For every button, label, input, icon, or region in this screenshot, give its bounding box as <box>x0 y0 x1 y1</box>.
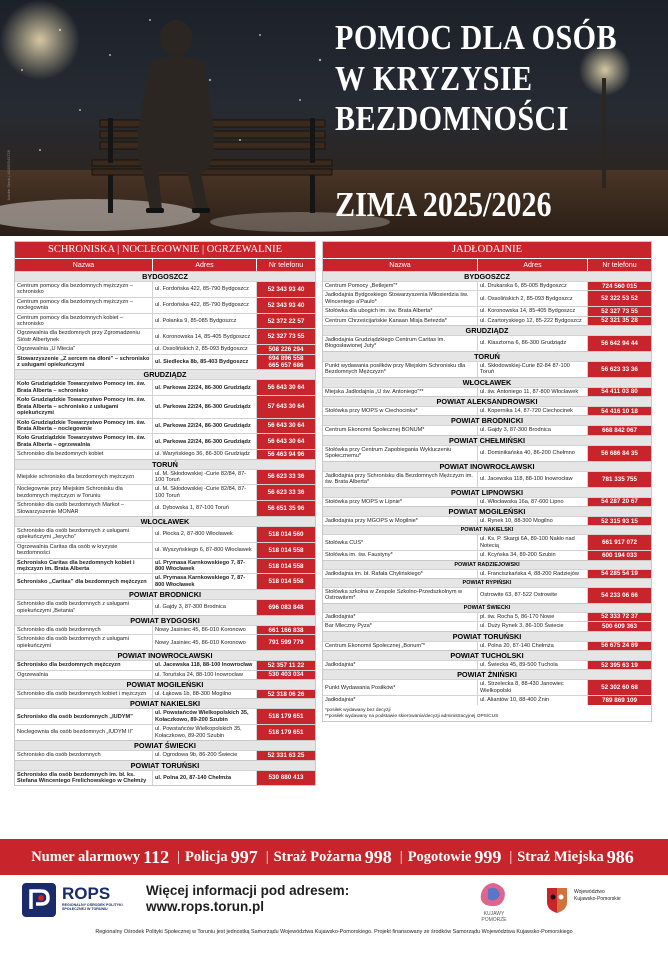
facility-phone[interactable]: 500 609 363 <box>588 622 651 630</box>
facility-phone[interactable]: 661 917 072 <box>588 535 651 550</box>
facility-address: ul. Gajdy 3, 87-300 Brodnica <box>153 600 257 615</box>
facility-name: Miejskie schronisko dla bezdomnych mężczyzn <box>15 470 153 485</box>
shelters-table-header <box>15 258 315 271</box>
facility-phone[interactable]: 54 411 03 80 <box>588 388 651 396</box>
facility-phone[interactable]: 661 166 838 <box>257 626 315 634</box>
facility-name: Ogrzewalnia <box>15 671 153 679</box>
facility-phone[interactable]: 56 623 33 36 <box>588 362 651 377</box>
section-heading: POWIAT RADZIEJOWSKI <box>323 560 651 569</box>
facility-phone[interactable]: 724 560 015 <box>588 282 651 290</box>
facility-phone[interactable]: 52 302 60 68 <box>588 680 651 695</box>
table-row <box>323 425 651 434</box>
facility-name: Schronisko dla osób bezdomnych z usługami opiekuńczymi <box>15 635 153 650</box>
table-row <box>15 484 315 500</box>
section-heading: POWIAT ALEKSANDROWSKI <box>323 396 651 406</box>
section-heading: POWIAT TORUŃSKI <box>323 631 651 641</box>
voivodeship-label-1: Województwo <box>574 889 605 895</box>
facility-phone[interactable]: 52 372 22 57 <box>257 314 315 329</box>
facility-name: Centrum pomocy dla bezdomnych mężczyzn – noclegownia <box>15 298 153 313</box>
table-row <box>15 449 315 458</box>
facility-name: Stołówka szkolna w Zespole Szkolno-Przedszkolnym w Ostrowitem* <box>323 588 478 603</box>
section-heading: POWIAT MOGILEŃSKI <box>323 506 651 516</box>
emergency-number-ambulance: 999 <box>474 846 502 867</box>
facility-name: Schronisko dla osób bezdomnych „IUDYM” <box>15 709 153 724</box>
facility-address: ul. Świecka 45, 89-500 Tuchola <box>478 661 588 669</box>
facility-address: ul. Polna 20, 87-140 Chełmża <box>478 642 588 650</box>
voivodeship-label <box>574 889 621 902</box>
facility-phone[interactable]: 518 014 558 <box>257 559 315 574</box>
section-heading: POWIAT LIPNOWSKI <box>323 487 651 497</box>
voivodeship-coat-of-arms-icon <box>545 886 569 914</box>
table-row <box>323 387 651 396</box>
facility-phone[interactable]: 668 842 067 <box>588 426 651 434</box>
facility-address: ul. Rynek 10, 88-300 Mogilno <box>478 517 588 525</box>
soup-kitchens-table-body <box>323 271 651 705</box>
section-heading: POWIAT ŻNIŃSKI <box>323 669 651 679</box>
facility-name: Schronisko dla bezdomnych mężczyzn <box>15 661 153 669</box>
section-heading: POWIAT TORUŃSKI <box>15 760 315 770</box>
facility-address: ul. Wyszyńskiego 6, 87-800 Włocławek <box>153 543 257 558</box>
facility-address: ul. Koronowska 14, 85-405 Bydgoszcz <box>153 329 257 344</box>
facility-address: ul. Duży Rynek 3, 86-100 Świecie <box>478 622 588 630</box>
column-header-name: Nazwa <box>15 259 153 271</box>
table-row <box>15 379 315 395</box>
table-row <box>15 418 315 434</box>
facility-name: Jadłodajnia* <box>323 661 478 669</box>
facility-name: Stołówka dla ubogich im. św. Brata Alberta* <box>323 307 478 315</box>
facility-address: ul. Jacewska 118, 88-100 Inowrocław <box>478 472 588 487</box>
facility-phone[interactable]: 54 287 20 67 <box>588 498 651 506</box>
facility-phone[interactable]: 789 869 109 <box>588 696 651 704</box>
facility-phone[interactable]: 56 643 30 64 <box>257 434 315 449</box>
table-row <box>15 625 315 634</box>
facility-phone[interactable]: 530 880 413 <box>257 771 315 786</box>
facility-name: Schronisko dla osób bezdomnych z usługami opiekuńczymi „Betania” <box>15 600 153 615</box>
facility-phone[interactable]: 56 623 33 36 <box>257 485 315 500</box>
table-row <box>15 573 315 589</box>
facility-name: Ogrzewalnia Caritas dla osób w kryzysie bezdomności <box>15 543 153 558</box>
table-row <box>323 290 651 306</box>
table-row <box>323 281 651 290</box>
season-label: ZIMA 2025/2026 <box>335 185 552 224</box>
soup-kitchens-table-header <box>323 258 651 271</box>
facility-phone[interactable]: 530 403 034 <box>257 671 315 679</box>
facility-name: Jadłodajnia Grudziądzkiego Centrum Caritas im. Błogosławionej Juty* <box>323 336 478 351</box>
facility-phone[interactable]: 52 315 93 15 <box>588 517 651 525</box>
table-row <box>15 670 315 679</box>
emergency-numbers-bar <box>0 839 668 875</box>
rops-name: ROPS <box>62 884 111 903</box>
facility-phone[interactable]: 52 343 93 40 <box>257 282 315 297</box>
section-heading: POWIAT TUCHOLSKI <box>323 650 651 660</box>
table-row <box>323 516 651 525</box>
facility-address: ul. Klasztorna 6, 86-300 Grudziądz <box>478 336 588 351</box>
facility-name: Stołówka CUS* <box>323 535 478 550</box>
facility-phone[interactable]: 52 331 63 25 <box>257 751 315 759</box>
table-row <box>15 297 315 313</box>
facility-address: ul. Parkowa 22/24, 86-300 Grudziądz <box>153 419 257 434</box>
table-row <box>15 344 315 353</box>
facility-name: Schronisko dla osób bezdomnych Markot – Stowarzyszenie MONAR <box>15 501 153 516</box>
table-row <box>15 328 315 344</box>
facility-address: ul. Połanka 9, 85-085 Bydgoszcz <box>153 314 257 329</box>
section-heading: POWIAT ŚWIECKI <box>15 740 315 750</box>
facility-name: Ogrzewalnia „U Miecia” <box>15 345 153 353</box>
facility-name: Schronisko dla osób bezdomnych <box>15 626 153 634</box>
column-header-name: Nazwa <box>323 259 478 271</box>
facility-address: ul. Dominikańska 40, 86-200 Chełmno <box>478 446 588 461</box>
section-heading: POWIAT BRODNICKI <box>323 415 651 425</box>
facility-name: Stołówka przy MOPS w Ciechocinku* <box>323 407 478 415</box>
facility-address: ul. Czartoryskiego 12, 85-222 Bydgoszcz <box>478 317 588 325</box>
facility-name: Schronisko dla osób bezdomnych kobiet i mężczyzn <box>15 690 153 698</box>
facility-phone[interactable]: 518 014 558 <box>257 574 315 589</box>
facility-name: Jadłodajnia im. bł. Rafała Chylińskiego* <box>323 570 478 578</box>
title-line-3: BEZDOMNOŚCI <box>335 99 569 139</box>
facility-phone[interactable]: 694 896 558 665 657 686 <box>257 355 315 370</box>
facility-address: ul. Koronowska 14, 85-405 Bydgoszcz <box>478 307 588 315</box>
divider: | <box>509 848 513 865</box>
table-row <box>15 469 315 485</box>
facility-address: ul. Skłodowskiej-Curie 82-84 87-100 Toruń <box>478 362 588 377</box>
section-heading: POWIAT INOWROCŁAWSKI <box>15 650 315 660</box>
facility-name: Stołówka przy Centrum Zapobiegania Wykluczeniu Społecznemu* <box>323 446 478 461</box>
facility-phone[interactable]: 56 643 30 64 <box>257 419 315 434</box>
facility-address: ul. Kcyńska 34, 89-200 Szubin <box>478 551 588 559</box>
table-row <box>15 750 315 759</box>
facility-name: Jadłodajnia* <box>323 613 478 621</box>
table-row <box>323 471 651 487</box>
facility-address: ul. Dybowska 1, 87-100 Toruń <box>153 501 257 516</box>
more-info-label: Więcej informacji pod adresem: <box>146 883 350 898</box>
facility-phone[interactable]: 52 333 72 37 <box>588 613 651 621</box>
facility-address: ul. Włocławska 16a, 87-600 Lipno <box>478 498 588 506</box>
section-heading: GRUDZIĄDZ <box>323 325 651 335</box>
facility-phone[interactable]: 52 318 06 26 <box>257 690 315 698</box>
facility-phone[interactable]: 54 416 10 18 <box>588 407 651 415</box>
column-header-address: Adres <box>153 259 257 271</box>
table-row <box>15 660 315 669</box>
table-row <box>15 689 315 698</box>
table-row <box>15 599 315 615</box>
facility-phone[interactable]: 52 322 53 52 <box>588 291 651 306</box>
title-line-2: W KRYZYSIE <box>335 58 533 98</box>
facility-phone[interactable]: 600 194 033 <box>588 551 651 559</box>
emergency-label-city-guard: Straż Miejska <box>517 848 604 865</box>
facility-phone[interactable]: 56 675 24 69 <box>588 642 651 650</box>
section-heading: POWIAT CHEŁMIŃSKI <box>323 435 651 445</box>
facility-name: Schronisko „Caritas” dla bezdomnych mężczyzn <box>15 574 153 589</box>
facility-name: Schronisko dla osób bezdomnych im. bł. ks. Stefana Wincentego Frelichowskiego w Chełmży <box>15 771 153 786</box>
table-row <box>323 361 651 377</box>
shelters-table-body <box>15 271 315 785</box>
table-row <box>323 660 651 669</box>
section-heading: BYDGOSZCZ <box>323 271 651 281</box>
facility-address: ul. Waryńskiego 36, 86-300 Grudziądz <box>153 450 257 458</box>
facility-name: Stołówka przy MOPS w Lipnie* <box>323 498 478 506</box>
facility-address: ul. Kopernika 14, 87-720 Ciechocinek <box>478 407 588 415</box>
facility-name: Centrum Ekonomii Społecznej „Bonum”* <box>323 642 478 650</box>
facility-address: ul. Jacewska 118, 88-100 Inowrocław <box>153 661 257 669</box>
facility-address: ul. M. Skłodowskiej -Curie 82/84, 87-100 Toruń <box>153 470 257 485</box>
facility-phone[interactable]: 52 357 11 22 <box>257 661 315 669</box>
facility-name: Centrum Chrześcijańskie Kanaan Misja Betezda* <box>323 317 478 325</box>
emergency-label-police: Policja <box>185 848 228 865</box>
divider: | <box>265 848 269 865</box>
table-row <box>15 313 315 329</box>
facility-name: Jadłodajnia przy Schronisku dla Bezdomnych Mężczyzn im. św. Brata Alberta* <box>323 472 478 487</box>
facility-phone[interactable]: 56 643 30 64 <box>257 380 315 395</box>
facility-name: Noclegownia dla osób bezdomnych „IUDYM II” <box>15 725 153 740</box>
emergency-number-fire: 998 <box>364 846 392 867</box>
facility-name: Centrum pomocy dla bezdomnych mężczyzn – schronisko <box>15 282 153 297</box>
table-row <box>323 406 651 415</box>
facility-address: Nowy Jasiniec 45, 86-010 Koronowo <box>153 635 257 650</box>
website-link[interactable]: www.rops.torun.pl <box>146 899 264 914</box>
emergency-number-city-guard: 986 <box>606 846 634 867</box>
facility-phone[interactable]: 518 179 651 <box>257 709 315 724</box>
photo-credit: Adobe Stock | #1055543726 <box>6 150 11 201</box>
facility-address: ul. Parkowa 22/24, 86-300 Grudziądz <box>153 434 257 449</box>
facility-name: Koło Grudziądzkie Towarzystwo Pomocy im. św. Brata Alberta – ogrzewalnia <box>15 434 153 449</box>
section-heading: POWIAT BYDGOSKI <box>15 615 315 625</box>
facility-address: Nowy Jasiniec 45, 86-010 Koronowo <box>153 626 257 634</box>
section-heading: BYDGOSZCZ <box>15 271 315 281</box>
column-header-address: Adres <box>478 259 588 271</box>
table-row <box>15 770 315 786</box>
facility-address: ul. Łąkowa 1b, 88-300 Mogilno <box>153 690 257 698</box>
facility-address: ul. Ossolińskich 2, 85-093 Bydgoszcz <box>153 345 257 353</box>
facility-name: Noclegownie przy Miejskim Schronisku dla bezdomnych mężczyzn w Toruniu <box>15 485 153 500</box>
facility-name: Jadłodajnia przy MGOPS w Mogilnie* <box>323 517 478 525</box>
section-heading: POWIAT ŚWIECKI <box>323 603 651 612</box>
facility-phone[interactable]: 518 179 651 <box>257 725 315 740</box>
facility-name: Jadłodajnia Bydgoskiego Stowarzyszenia Miłosierdzia św. Wincentego a'Paulo* <box>323 291 478 306</box>
divider: | <box>177 848 180 865</box>
facility-address: ul. Strzelecka 8, 88-430 Janowiec Wielkopolski <box>478 680 588 695</box>
table-row <box>323 569 651 578</box>
facility-phone[interactable]: 518 014 560 <box>257 527 315 542</box>
soup-kitchens-heading: JADŁODAJNIE <box>323 242 651 258</box>
table-row <box>323 534 651 550</box>
table-row <box>323 587 651 603</box>
rops-description: REGIONALNY OŚRODEK POLITYKI SPOŁECZNEJ W TORUNIU <box>62 903 123 912</box>
facility-phone[interactable]: 518 014 558 <box>257 543 315 558</box>
facility-name: Punkt Wydawania Posiłków* <box>323 680 478 695</box>
facility-phone[interactable]: 508 226 294 <box>257 345 315 353</box>
section-heading: POWIAT NAKIELSKI <box>323 525 651 534</box>
facility-phone[interactable]: 52 327 73 55 <box>588 307 651 315</box>
facility-phone[interactable]: 57 643 30 64 <box>257 396 315 417</box>
more-info <box>146 883 349 915</box>
section-heading: POWIAT NAKIELSKI <box>15 698 315 708</box>
table-row <box>15 281 315 297</box>
facility-phone[interactable]: 52 343 93 40 <box>257 298 315 313</box>
footnote-2: **posiłek wydawany na podstawie skierowania/decyzji administracyjnej OPS/CUS <box>325 714 499 720</box>
facility-phone[interactable]: 696 083 848 <box>257 600 315 615</box>
section-heading: TORUŃ <box>323 351 651 361</box>
facility-name: Koło Grudziądzkie Towarzystwo Pomocy im. św. Brata Alberta – schronisko z usługami opiekuńczymi <box>15 396 153 417</box>
emergency-label-ambulance: Pogotowie <box>407 848 472 865</box>
section-heading: WŁOCŁAWEK <box>323 377 651 387</box>
facility-address: ul. św. Antoniego 11, 87-800 Włocławek <box>478 388 588 396</box>
facility-address: ul. Parkowa 22/24, 86-300 Grudziądz <box>153 380 257 395</box>
shelters-table <box>14 241 316 786</box>
kujawy-label-2: POMORZE <box>481 917 507 923</box>
facility-phone[interactable]: 54 233 06 66 <box>588 588 651 603</box>
section-heading: GRUDZIĄDZ <box>15 369 315 379</box>
emergency-number-alarm: 112 <box>143 846 170 867</box>
facility-phone[interactable]: 54 285 54 19 <box>588 570 651 578</box>
facility-address: ul. Ogrodowa 9b, 86-200 Świecie <box>153 751 257 759</box>
facility-address: Ostrowite 63, 87-522 Ostrowite <box>478 588 588 603</box>
facility-address: ul. Franciszkańska 4, 88-200 Radziejów <box>478 570 588 578</box>
footnote-1: *posiłek wydawany bez decyzji <box>325 707 391 713</box>
facility-address: ul. Ks. P. Skargi 6A, 89-100 Nakło nad Notecią <box>478 535 588 550</box>
kujawy-label-1: KUJAWY <box>483 911 505 917</box>
facility-address: ul. Fordońska 422, 85-790 Bydgoszcz <box>153 298 257 313</box>
facility-address: ul. Ossolińskich 2, 85-093 Bydgoszcz <box>478 291 588 306</box>
table-row <box>15 708 315 724</box>
table-row <box>323 695 651 704</box>
table-row <box>15 634 315 650</box>
facility-address: ul. M. Skłodowskiej -Curie 82/84, 87-100 Toruń <box>153 485 257 500</box>
facility-name: Schronisko dla osób bezdomnych <box>15 751 153 759</box>
table-row <box>15 526 315 542</box>
facility-name: Ogrzewalnia dla bezdomnych przy Zgromadzeniu Sióstr Albertynek <box>15 329 153 344</box>
section-heading: POWIAT INOWROCŁAWSKI <box>323 461 651 471</box>
table-row <box>323 612 651 621</box>
table-row <box>323 497 651 506</box>
table-row <box>15 433 315 449</box>
facility-phone[interactable]: 52 327 73 55 <box>257 329 315 344</box>
facility-name: Koło Grudziądzkie Towarzystwo Pomocy im. św. Brata Alberta – schronisko <box>15 380 153 395</box>
facility-address: pl. św. Rocha 5, 86-170 Nowe <box>478 613 588 621</box>
facility-name: Bar Mleczny Pyza* <box>323 622 478 630</box>
column-header-phone: Nr telefonu <box>602 262 637 269</box>
facility-name: Stowarzyszenie „Z sercem na dłoni” – schronisko z usługami opiekuńczymi <box>15 355 153 370</box>
facility-name: Koło Grudziądzkie Towarzystwo Pomocy im. św. Brata Alberta – noclegownie <box>15 419 153 434</box>
table-row <box>323 316 651 325</box>
table-row <box>323 306 651 315</box>
section-heading: TORUŃ <box>15 459 315 469</box>
shelters-heading: SCHRONISKA | NOCLEGOWNIE | OGRZEWALNIE <box>15 242 315 258</box>
table-row <box>15 724 315 740</box>
table-row <box>15 395 315 417</box>
facility-address: ul. Polna 20, 87-140 Chełmża <box>153 771 257 786</box>
column-header-phone: Nr telefonu <box>268 262 304 269</box>
facility-name: Centrum Ekonomii Społecznej BONUM* <box>323 426 478 434</box>
facility-phone[interactable]: 52 395 63 19 <box>588 661 651 669</box>
facility-phone[interactable]: 791 599 779 <box>257 635 315 650</box>
table-row <box>323 550 651 559</box>
table-row <box>15 542 315 558</box>
kujawy-pomorze-logo-icon <box>474 881 514 923</box>
table-row <box>15 500 315 516</box>
facility-name: Punkt wydawania posiłków przy Miejskim Schronisku dla Bezdomnych Mężczyzn* <box>323 362 478 377</box>
facility-name: Schronisko Caritas dla bezdomnych kobiet i mężczyzn im. Brata Alberta <box>15 559 153 574</box>
facility-address: ul. Prymasa Karnkowskiego 7, 87-800 Włocławek <box>153 559 257 574</box>
facility-name: Jadłodajnia* <box>323 696 478 704</box>
table-row <box>323 445 651 461</box>
facility-name: Miejska Jadłodajnia „U św. Antoniego”** <box>323 388 478 396</box>
section-heading: POWIAT MOGILEŃSKI <box>15 679 315 689</box>
facility-phone[interactable]: 56 463 94 96 <box>257 450 315 458</box>
facility-name: Schronisko dla bezdomnych kobiet <box>15 450 153 458</box>
emergency-number-police: 997 <box>230 846 258 867</box>
section-heading: POWIAT RYPIŃSKI <box>323 578 651 587</box>
divider: | <box>399 848 403 865</box>
facility-address: ul. Powstańców Wielkopolskich 35, Kołaczkowo, 89-200 Szubin <box>153 709 257 724</box>
facility-address: ul. Toruńska 24, 88-100 Inowrocław <box>153 671 257 679</box>
voivodeship-label-2: Kujawsko-Pomorskie <box>574 895 621 902</box>
facility-name: Centrum Pomocy „Betlejem”* <box>323 282 478 290</box>
table-row <box>323 335 651 351</box>
footer-note: Regionalny Ośrodek Polityki Społecznej w Toruniu jest jednostką Samorządu Województwa Kujawsko-Pomorskiego. Projekt finansowany ze środków Samorządu Województwa Kujawsko-Pomorskiego <box>95 929 573 935</box>
facility-phone[interactable]: 56 623 33 36 <box>257 470 315 485</box>
facility-address: ul. Powstańców Wielkopolskich 35, Kołaczkowo, 89-200 Szubin <box>153 725 257 740</box>
table-row <box>323 621 651 630</box>
table-row <box>15 354 315 370</box>
page-title <box>335 18 663 140</box>
facility-address: ul. Gajdy 3, 87-300 Brodnica <box>478 426 588 434</box>
facility-name: Stołówka im. św. Faustyny* <box>323 551 478 559</box>
facility-phone[interactable]: 52 321 35 28 <box>588 317 651 325</box>
facility-address: ul. Parkowa 22/24, 86-300 Grudziądz <box>153 396 257 417</box>
table-row <box>323 641 651 650</box>
facility-address: ul. Aliantów 10, 88-400 Żnin <box>478 696 588 704</box>
section-heading: POWIAT BRODNICKI <box>15 589 315 599</box>
facility-address: ul. Prymasa Karnkowskiego 7, 87-800 Włocławek <box>153 574 257 589</box>
table-row <box>323 679 651 695</box>
facility-name: Centrum pomocy dla bezdomnych kobiet – schronisko <box>15 314 153 329</box>
rops-logo-icon <box>22 883 56 917</box>
title-line-1: POMOC DLA OSÓB <box>335 18 617 57</box>
facility-phone[interactable]: 56 642 94 44 <box>588 336 651 351</box>
facility-phone[interactable]: 56 686 84 35 <box>588 446 651 461</box>
facility-phone[interactable]: 781 335 755 <box>588 472 651 487</box>
facility-address: ul. Siedlecka 8b, 85-403 Bydgoszcz <box>153 355 257 370</box>
facility-phone[interactable]: 56 651 35 96 <box>257 501 315 516</box>
facility-name: Schronisko dla osób bezdomnych z usługami opiekuńczymi „Jerycho” <box>15 527 153 542</box>
table-row <box>15 558 315 574</box>
facility-address: ul. Płocka 2, 87-800 Włocławek <box>153 527 257 542</box>
facility-address: ul. Fordońska 422, 85-790 Bydgoszcz <box>153 282 257 297</box>
emergency-label-fire: Straż Pożarna <box>273 848 362 865</box>
soup-kitchens-table <box>322 241 652 722</box>
section-heading: WŁOCŁAWEK <box>15 516 315 526</box>
facility-address: ul. Drukarska 6, 85-005 Bydgoszcz <box>478 282 588 290</box>
emergency-label-alarm: Numer alarmowy <box>31 848 141 865</box>
